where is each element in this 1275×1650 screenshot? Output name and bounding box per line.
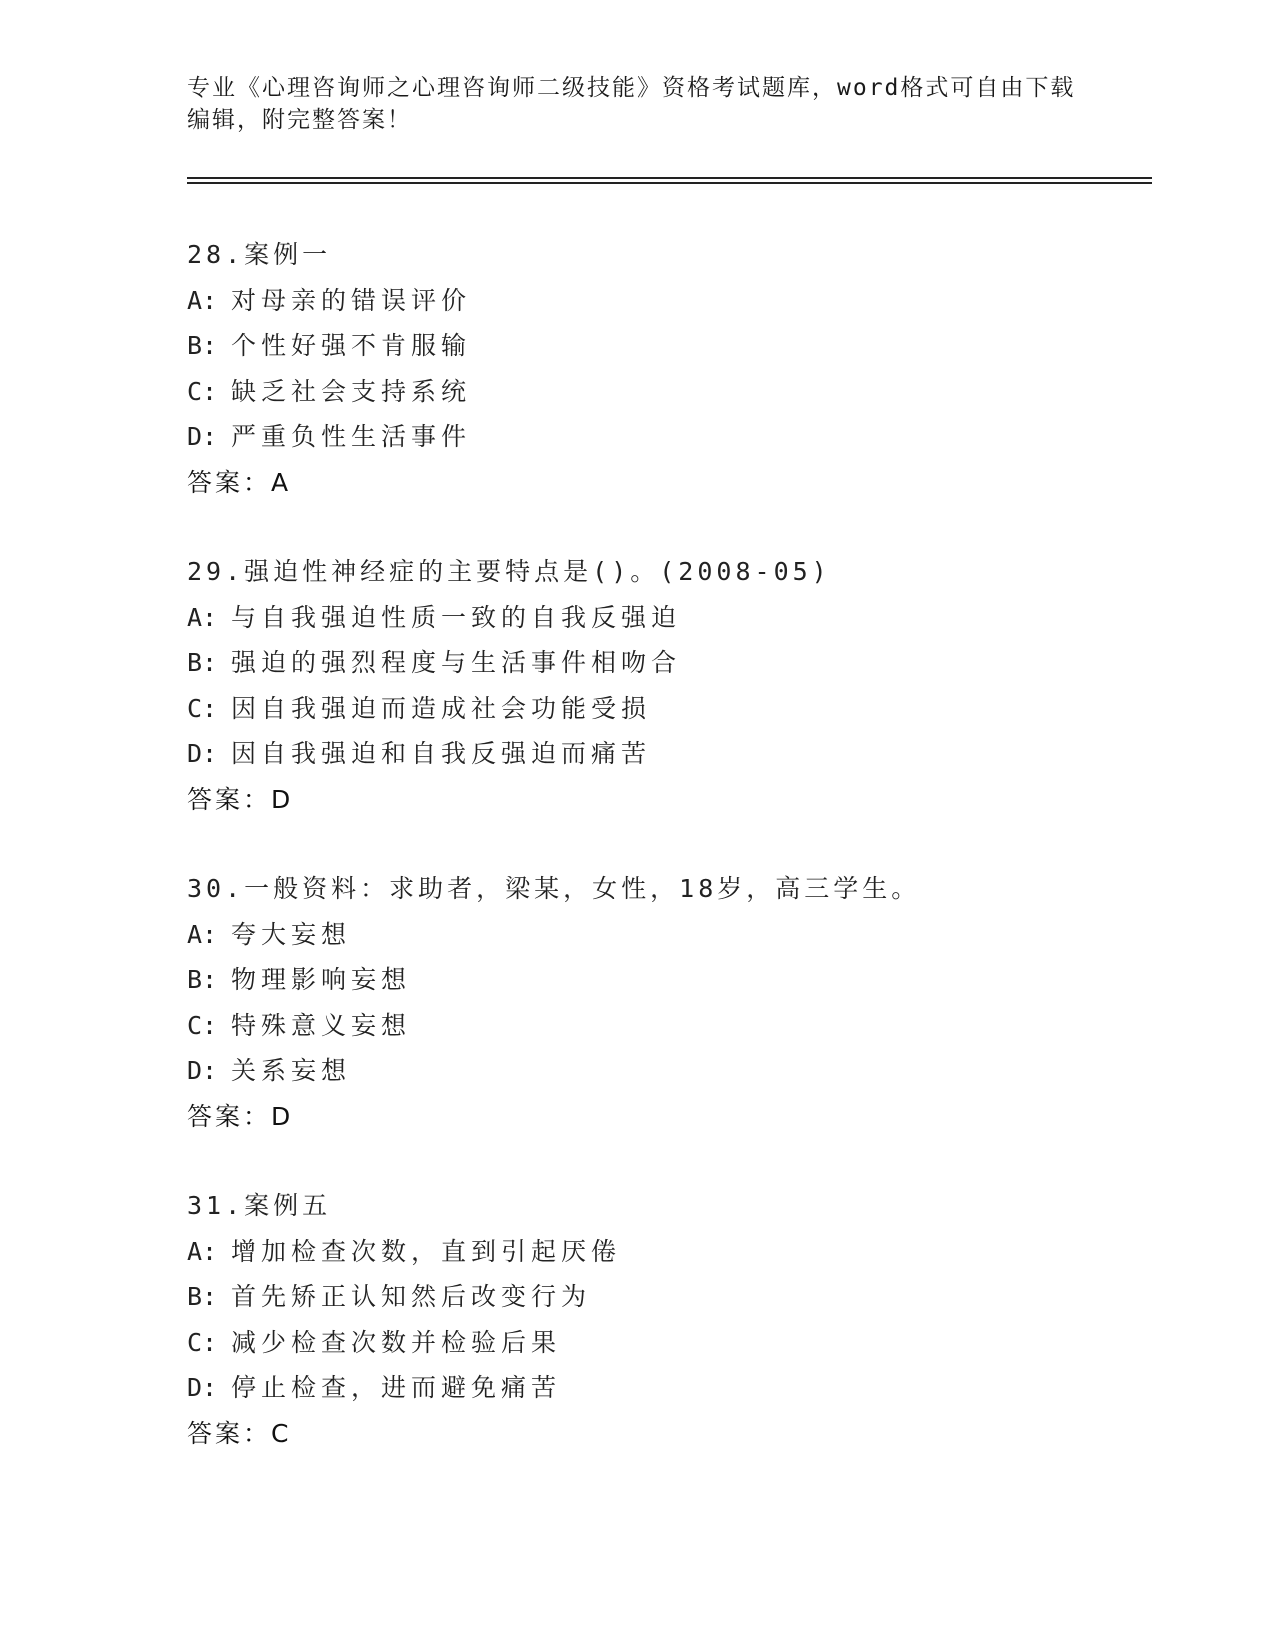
option-a xyxy=(187,1229,1147,1275)
question-list xyxy=(187,232,1147,1456)
option-label: B: xyxy=(187,965,218,994)
question-31 xyxy=(187,1183,1147,1456)
option-label: A: xyxy=(187,1236,218,1266)
option-label: A: xyxy=(187,602,218,632)
option-label: C: xyxy=(187,376,218,406)
option-label: D: xyxy=(187,1056,218,1085)
option-label: A: xyxy=(187,285,218,315)
option-text: 关系妄想 xyxy=(231,1056,352,1085)
option-text: 对母亲的错误评价 xyxy=(231,285,472,315)
option-label: C: xyxy=(187,1327,218,1357)
option-d xyxy=(187,1365,1147,1411)
header-divider-top xyxy=(187,177,1152,179)
option-c xyxy=(187,1320,1147,1366)
option-b xyxy=(187,957,1147,1003)
option-text: 与自我强迫性质一致的自我反强迫 xyxy=(231,602,682,632)
option-text: 夸大妄想 xyxy=(231,919,352,949)
question-29 xyxy=(187,549,1147,822)
option-b xyxy=(187,323,1147,369)
option-d xyxy=(187,414,1147,460)
option-label: B: xyxy=(187,648,218,677)
document-header xyxy=(187,72,1087,136)
question-30 xyxy=(187,866,1147,1139)
option-text: 缺乏社会支持系统 xyxy=(231,376,472,406)
option-c xyxy=(187,686,1147,732)
option-label: D: xyxy=(187,739,218,768)
option-text: 增加检查次数，直到引起厌倦 xyxy=(231,1236,622,1266)
option-text: 首先矫正认知然后改变行为 xyxy=(231,1282,592,1311)
option-text: 因自我强迫和自我反强迫而痛苦 xyxy=(231,739,652,768)
option-text: 个性好强不肯服输 xyxy=(231,331,472,360)
question-28 xyxy=(187,232,1147,505)
header-divider-bottom xyxy=(187,182,1152,184)
option-d xyxy=(187,731,1147,777)
option-text: 物理影响妄想 xyxy=(231,965,412,994)
option-c xyxy=(187,369,1147,415)
option-c xyxy=(187,1003,1147,1049)
option-label: B: xyxy=(187,331,218,360)
option-label: C: xyxy=(187,693,218,723)
answer-line: 答案：A xyxy=(187,467,292,497)
option-text: 因自我强迫而造成社会功能受损 xyxy=(231,693,652,723)
option-label: D: xyxy=(187,1373,218,1402)
option-text: 停止检查，进而避免痛苦 xyxy=(231,1373,562,1402)
header-line-1: 专业《心理咨询师之心理咨询师二级技能》资格考试题库，word格式可自由下载 xyxy=(187,75,1076,101)
header-line-2: 编辑，附完整答案！ xyxy=(187,107,412,133)
option-b xyxy=(187,640,1147,686)
question-stem: 31.案例五 xyxy=(187,1191,332,1220)
question-stem: 29.强迫性神经症的主要特点是()。(2008-05) xyxy=(187,557,831,586)
answer-line: 答案：D xyxy=(187,1101,294,1131)
option-label: B: xyxy=(187,1282,218,1311)
question-stem: 30.一般资料：求助者，梁某，女性，18岁，高三学生。 xyxy=(187,874,921,903)
option-label: D: xyxy=(187,422,218,451)
option-a xyxy=(187,278,1147,324)
option-a xyxy=(187,595,1147,641)
option-text: 减少检查次数并检验后果 xyxy=(231,1327,562,1357)
option-b xyxy=(187,1274,1147,1320)
option-text: 严重负性生活事件 xyxy=(231,422,472,451)
question-stem: 28.案例一 xyxy=(187,240,332,269)
option-label: C: xyxy=(187,1010,218,1040)
answer-line: 答案：C xyxy=(187,1418,292,1448)
option-a xyxy=(187,912,1147,958)
option-d xyxy=(187,1048,1147,1094)
option-label: A: xyxy=(187,919,218,949)
option-text: 强迫的强烈程度与生活事件相吻合 xyxy=(231,648,682,677)
option-text: 特殊意义妄想 xyxy=(231,1010,412,1040)
answer-line: 答案：D xyxy=(187,784,294,814)
